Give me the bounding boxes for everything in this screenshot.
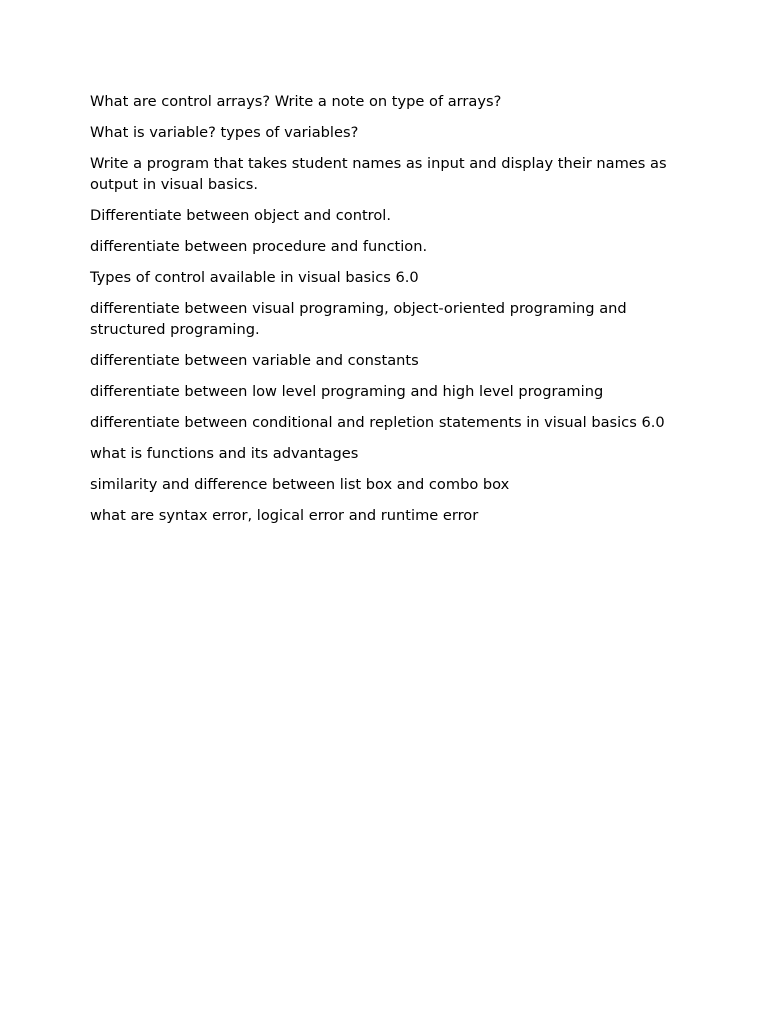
question-item: similarity and difference between list box and combo box xyxy=(90,476,510,493)
question-item: what are syntax error, logical error and runtime error xyxy=(90,507,479,524)
question-item: what is functions and its advantages xyxy=(90,445,359,462)
question-item: differentiate between variable and constants xyxy=(90,352,419,369)
question-item: Write a program that takes student names as input and display their names as output in visual basics. xyxy=(90,155,667,193)
question-item: Differentiate between object and control. xyxy=(90,207,391,224)
question-item: differentiate between visual programing, object-oriented programing and structured programing. xyxy=(90,300,627,338)
question-item: What is variable? types of variables? xyxy=(90,124,359,141)
question-item: What are control arrays? Write a note on type of arrays? xyxy=(90,93,502,110)
question-list xyxy=(90,91,680,536)
question-item: Types of control available in visual basics 6.0 xyxy=(90,269,419,286)
question-item: differentiate between low level programing and high level programing xyxy=(90,383,604,400)
question-item: differentiate between conditional and repletion statements in visual basics 6.0 xyxy=(90,414,665,431)
question-item: differentiate between procedure and function. xyxy=(90,238,428,255)
